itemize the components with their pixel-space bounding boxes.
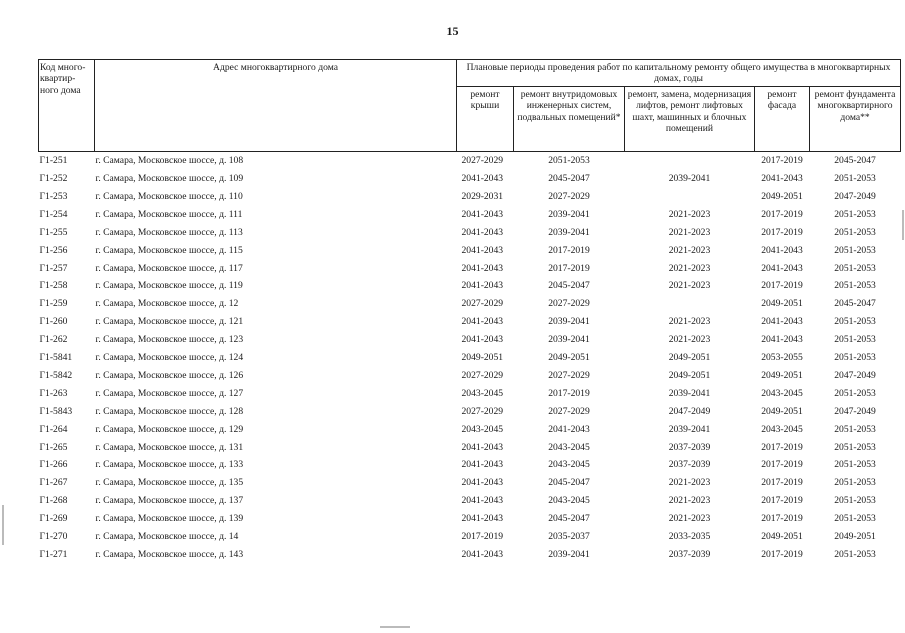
cell-address: г. Самара, Московское шоссе, д. 137 [95,495,244,507]
table-row [39,367,901,385]
page-number: 15 [446,24,459,38]
cell-elevators: 2021-2023 [668,334,711,346]
cell-foundation: 2051-2053 [834,262,876,274]
cell-roof: 2041-2043 [461,226,504,238]
cell-elevators: 2021-2023 [668,208,711,220]
scan-noise [380,626,410,628]
cell-engineering: 2041-2043 [548,423,590,435]
table-row [39,259,901,277]
table-row [39,277,901,295]
cell-facade: 2041-2043 [761,316,803,328]
cell-roof: 2041-2043 [461,548,504,560]
cell-code: Г1-263 [39,387,68,399]
cell-facade: 2049-2051 [761,298,803,310]
cell-roof: 2041-2043 [461,459,504,471]
cell-elevators: 2037-2039 [668,441,711,453]
cell-code: Г1-255 [39,226,68,238]
cell-facade: 2017-2019 [761,513,803,525]
cell-engineering: 2027-2029 [548,369,590,381]
cell-code: Г1-264 [39,423,68,435]
cell-facade: 2017-2019 [761,477,803,489]
cell-roof: 2029-2031 [461,191,504,203]
cell-facade: 2017-2019 [761,226,803,238]
cell-code: Г1-254 [39,208,68,220]
cell-foundation: 2051-2053 [834,173,876,185]
cell-elevators: 2021-2023 [668,513,711,525]
cell-address: г. Самара, Московское шоссе, д. 127 [95,387,244,399]
cell-code: Г1-251 [39,155,68,167]
cell-facade: 2017-2019 [761,280,803,292]
cell-elevators: 2049-2051 [668,352,711,364]
cell-facade: 2041-2043 [761,244,803,256]
cell-engineering: 2043-2045 [548,495,590,507]
header-roof: ремонт крыши [457,86,514,151]
cell-roof: 2041-2043 [461,244,504,256]
cell-facade: 2049-2051 [761,191,803,203]
cell-elevators: 2047-2049 [668,405,711,417]
cell-address: г. Самара, Московское шоссе, д. 108 [95,155,244,167]
cell-facade: 2041-2043 [761,262,803,274]
cell-engineering: 2039-2041 [548,226,590,238]
cell-elevators: 2039-2041 [668,173,711,185]
cell-address: г. Самара, Московское шоссе, д. 143 [95,548,244,560]
cell-engineering: 2039-2041 [548,548,590,560]
table-row [39,170,901,188]
cell-roof: 2041-2043 [461,477,504,489]
cell-roof: 2041-2043 [461,441,504,453]
cell-facade: 2049-2051 [761,405,803,417]
cell-roof: 2017-2019 [461,530,504,542]
cell-engineering: 2045-2047 [548,513,590,525]
cell-code: Г1-252 [39,173,68,185]
cell-engineering: 2043-2045 [548,441,590,453]
cell-foundation: 2045-2047 [834,298,876,310]
cell-elevators: 2021-2023 [668,477,711,489]
cell-roof: 2041-2043 [461,513,504,525]
cell-roof: 2043-2045 [461,423,504,435]
table-row [39,438,901,456]
cell-facade: 2017-2019 [761,208,803,220]
table-row [39,456,901,474]
cell-roof: 2027-2029 [461,155,504,167]
cell-roof: 2027-2029 [461,405,504,417]
cell-engineering: 2027-2029 [548,191,590,203]
cell-code: Г1-257 [39,262,68,274]
table-header [39,60,901,152]
table-row [39,205,901,223]
cell-foundation: 2051-2053 [834,513,876,525]
header-periods: Плановые периоды проведения работ по капитальному ремонту общего имущества в многоквартирных домах, годы [457,60,901,87]
cell-elevators: 2021-2023 [668,226,711,238]
cell-code: Г1-271 [39,548,68,560]
cell-elevators: 2039-2041 [668,387,711,399]
table-row [39,295,901,313]
cell-elevators: 2033-2035 [668,530,711,542]
cell-facade: 2017-2019 [761,548,803,560]
cell-address: г. Самара, Московское шоссе, д. 14 [95,530,239,542]
cell-foundation: 2051-2053 [834,334,876,346]
table-row [39,223,901,241]
cell-foundation: 2051-2053 [834,387,876,399]
cell-address: г. Самара, Московское шоссе, д. 128 [95,405,244,417]
cell-foundation: 2051-2053 [834,548,876,560]
header-facade: ремонт фасада [755,86,810,151]
table-row [39,545,901,563]
cell-engineering: 2049-2051 [548,352,590,364]
cell-foundation: 2045-2047 [834,155,876,167]
table-row [39,402,901,420]
table-row [39,349,901,367]
cell-foundation: 2051-2053 [834,459,876,471]
cell-code: Г1-266 [39,459,68,471]
table-row [39,188,901,206]
cell-elevators: 2049-2051 [668,369,711,381]
cell-facade: 2017-2019 [761,441,803,453]
cell-engineering: 2027-2029 [548,405,590,417]
header-elevators: ремонт, замена, модернизация лифтов, ремонт лифтовых шахт, машинных и блочных помещений [625,86,755,151]
cell-address: г. Самара, Московское шоссе, д. 129 [95,423,244,435]
cell-facade: 2043-2045 [761,423,803,435]
cell-address: г. Самара, Московское шоссе, д. 123 [95,334,244,346]
cell-code: Г1-5842 [39,369,73,381]
cell-code: Г1-268 [39,495,68,507]
cell-facade: 2053-2055 [761,352,803,364]
cell-code: Г1-256 [39,244,68,256]
cell-code: Г1-267 [39,477,68,489]
header-engineering: ремонт внутридомовых инженерных систем, подвальных помещений* [514,86,625,151]
cell-roof: 2027-2029 [461,369,504,381]
table-row [39,241,901,259]
cell-engineering: 2027-2029 [548,298,590,310]
cell-elevators: 2021-2023 [668,495,711,507]
cell-roof: 2041-2043 [461,208,504,220]
cell-foundation: 2051-2053 [834,280,876,292]
cell-foundation: 2047-2049 [834,369,876,381]
cell-code: Г1-265 [39,441,68,453]
table-row [39,331,901,349]
cell-roof: 2041-2043 [461,334,504,346]
cell-engineering: 2017-2019 [548,262,590,274]
cell-foundation: 2051-2053 [834,352,876,364]
cell-elevators: 2021-2023 [668,262,711,274]
cell-facade: 2017-2019 [761,155,803,167]
cell-engineering: 2043-2045 [548,459,590,471]
table-row [39,510,901,528]
cell-roof: 2041-2043 [461,280,504,292]
cell-address: г. Самара, Московское шоссе, д. 117 [95,262,243,274]
cell-foundation: 2051-2053 [834,208,876,220]
cell-facade: 2043-2045 [761,387,803,399]
cell-facade: 2041-2043 [761,334,803,346]
header-foundation: ремонт фундамента многоквартирного дома** [810,86,901,151]
header-code: Код много-квартир-ного дома [39,60,95,152]
table-row [39,492,901,510]
cell-foundation: 2051-2053 [834,423,876,435]
cell-engineering: 2039-2041 [548,208,590,220]
cell-code: Г1-5841 [39,352,73,364]
cell-roof: 2041-2043 [461,262,504,274]
cell-engineering: 2017-2019 [548,244,590,256]
capital-repair-table [38,59,901,563]
cell-address: г. Самара, Московское шоссе, д. 121 [95,316,244,328]
cell-elevators: 2021-2023 [668,316,711,328]
cell-address: г. Самара, Московское шоссе, д. 119 [95,280,243,292]
cell-roof: 2027-2029 [461,298,504,310]
cell-foundation: 2051-2053 [834,441,876,453]
cell-facade: 2041-2043 [761,173,803,185]
cell-address: г. Самара, Московское шоссе, д. 12 [95,298,239,310]
cell-address: г. Самара, Московское шоссе, д. 131 [95,441,244,453]
cell-facade: 2049-2051 [761,530,803,542]
table-row [39,474,901,492]
cell-roof: 2041-2043 [461,316,504,328]
cell-address: г. Самара, Московское шоссе, д. 109 [95,173,244,185]
cell-foundation: 2051-2053 [834,495,876,507]
cell-engineering: 2039-2041 [548,334,590,346]
cell-code: Г1-269 [39,513,68,525]
cell-facade: 2017-2019 [761,459,803,471]
table-row [39,151,901,169]
cell-elevators: 2037-2039 [668,459,711,471]
cell-code: Г1-260 [39,316,68,328]
table-row [39,420,901,438]
scan-noise [2,505,4,545]
cell-roof: 2041-2043 [461,495,504,507]
cell-elevators [625,295,755,313]
header-address: Адрес многоквартирного дома [95,60,457,152]
cell-code: Г1-259 [39,298,68,310]
cell-engineering: 2039-2041 [548,316,590,328]
cell-address: г. Самара, Московское шоссе, д. 111 [95,208,243,220]
cell-foundation: 2047-2049 [834,405,876,417]
cell-engineering: 2017-2019 [548,387,590,399]
cell-address: г. Самара, Московское шоссе, д. 126 [95,369,244,381]
cell-elevators: 2021-2023 [668,244,711,256]
cell-elevators [625,188,755,206]
cell-foundation: 2051-2053 [834,244,876,256]
cell-roof: 2049-2051 [461,352,504,364]
cell-address: г. Самара, Московское шоссе, д. 115 [95,244,243,256]
cell-elevators: 2039-2041 [668,423,711,435]
scan-noise [902,210,904,240]
cell-address: г. Самара, Московское шоссе, д. 135 [95,477,244,489]
table-row [39,528,901,546]
cell-engineering: 2045-2047 [548,173,590,185]
cell-facade: 2049-2051 [761,369,803,381]
cell-elevators: 2037-2039 [668,548,711,560]
cell-address: г. Самара, Московское шоссе, д. 139 [95,513,244,525]
cell-facade: 2017-2019 [761,495,803,507]
cell-engineering: 2045-2047 [548,280,590,292]
cell-foundation: 2049-2051 [834,530,876,542]
table-row [39,384,901,402]
cell-engineering: 2035-2037 [548,530,590,542]
cell-code: Г1-270 [39,530,68,542]
cell-roof: 2043-2045 [461,387,504,399]
cell-foundation: 2051-2053 [834,316,876,328]
cell-foundation: 2051-2053 [834,477,876,489]
cell-address: г. Самара, Московское шоссе, д. 124 [95,352,244,364]
cell-code: Г1-258 [39,280,68,292]
cell-elevators [625,151,755,169]
cell-engineering: 2051-2053 [548,155,590,167]
cell-elevators: 2021-2023 [668,280,711,292]
table-row [39,313,901,331]
cell-address: г. Самара, Московское шоссе, д. 133 [95,459,244,471]
table-body [39,151,901,563]
cell-roof: 2041-2043 [461,173,504,185]
cell-address: г. Самара, Московское шоссе, д. 110 [95,191,243,203]
cell-code: Г1-5843 [39,405,73,417]
cell-foundation: 2047-2049 [834,191,876,203]
cell-foundation: 2051-2053 [834,226,876,238]
cell-address: г. Самара, Московское шоссе, д. 113 [95,226,243,238]
cell-engineering: 2045-2047 [548,477,590,489]
cell-code: Г1-262 [39,334,68,346]
cell-code: Г1-253 [39,191,68,203]
